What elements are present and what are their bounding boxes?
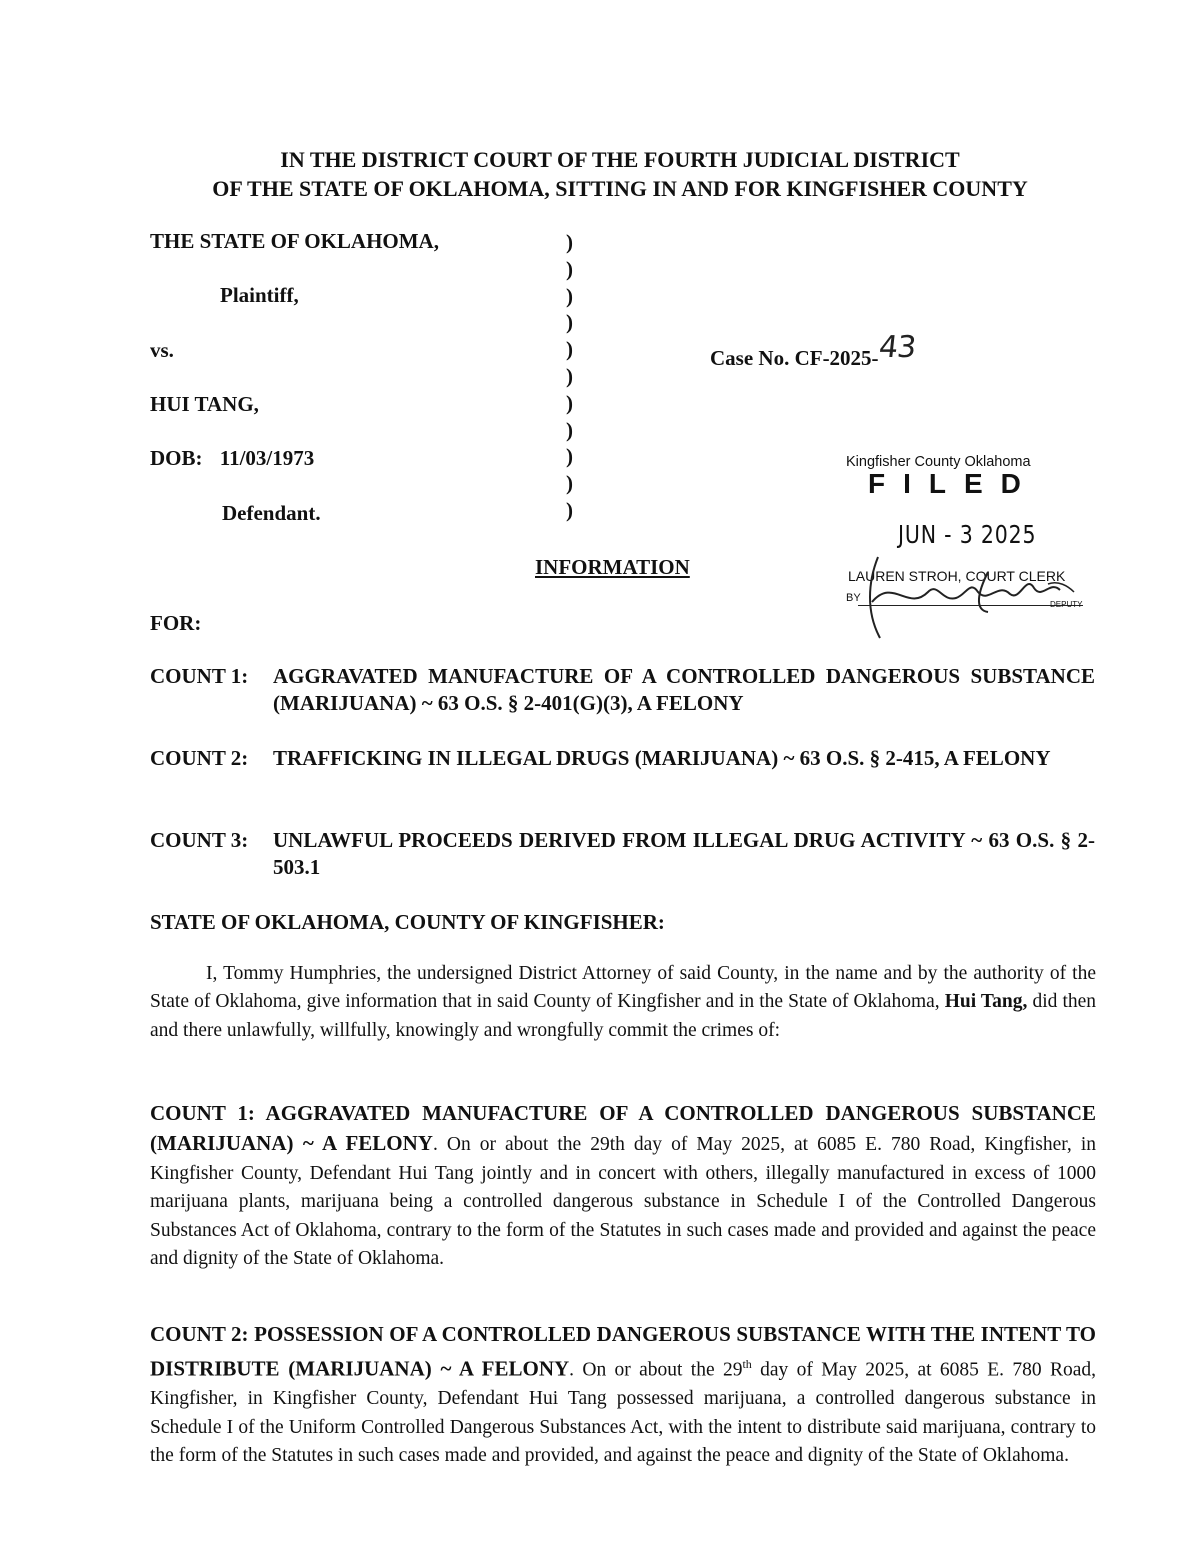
count-summary-2 [150, 745, 1095, 772]
defendant-name: HUI TANG, [150, 392, 259, 416]
signature-scribble [838, 452, 1098, 642]
count-1-body: . On or about the 29th day of May 2025, at 6085 E. 780 Road, Kingfisher, in Kingfisher County, Defendant Hui Tang jointly and in concert with others, illegally manufactured in excess of 1000 marijuana plants, marijuana being a controlled dangerous substance in Schedule I of the Controlled Dangerous Substances Act of Oklahoma, contrary to the form of the Statutes in such cases made and provided and against the peace and dignity of the State of Oklahoma. [150, 1134, 1097, 1270]
stamp-filed: FILED [868, 468, 1039, 499]
stamp-by: BY [846, 592, 861, 604]
paren: ) [566, 337, 573, 362]
stamp-county: Kingfisher County Oklahoma [846, 454, 1031, 470]
plaintiff-label: Plaintiff, [220, 283, 299, 307]
count-2-paragraph [150, 1320, 1096, 1471]
paren: ) [566, 444, 573, 469]
court-header-line-1: IN THE DISTRICT COURT OF THE FOURTH JUDICIAL DISTRICT [280, 147, 960, 172]
count-2-body-2: day of May 2025, at 6085 E. 780 Road, Kingfisher, in Kingfisher County, Defendant Hui Tang possessed marijuana, a controlled dangerous substance in Schedule I of the Uniform Controlled Dangerous Substances Act, with the intent to distribute said marijuana, contrary to the form of the Statutes in such cases made and provided, and against the peace and dignity of the State of Oklahoma. [150, 1359, 1096, 1467]
case-number-label: Case No. CF-2025- [710, 346, 879, 370]
count-summary-text: AGGRAVATED MANUFACTURE OF A CONTROLLED DANGEROUS SUBSTANCE (MARIJUANA) ~ 63 O.S. § 2-401(G)(3), A FELONY [273, 664, 1095, 715]
filed-stamp [838, 452, 1098, 642]
defendant-name-inline: Hui Tang, [944, 991, 1028, 1013]
stamp-date: JUN - 3 2025 [898, 520, 1037, 549]
paren: ) [566, 417, 573, 442]
dob-label: DOB: [150, 446, 203, 470]
dob-row [150, 446, 314, 471]
defendant-label: Defendant. [222, 501, 321, 525]
caption-parentheses [566, 229, 573, 524]
paren: ) [566, 390, 573, 415]
stamp-clerk: LAUREN STROH, COURT CLERK [848, 568, 1066, 584]
dob-value: 11/03/1973 [219, 446, 315, 470]
paren: ) [566, 230, 573, 254]
count-1-heading: COUNT 1: AGGRAVATED MANUFACTURE OF A CONTROLLED DANGEROUS SUBSTANCE (MARIJUANA) ~ A FELONY [150, 1101, 1096, 1156]
stamp-deputy: DEPUTY [1050, 600, 1083, 609]
court-header [150, 145, 1090, 203]
intro-text-2: did then and there unlawfully, willfully, knowingly and wrongfully commit the crimes of: [150, 991, 1097, 1041]
paren: ) [566, 471, 573, 496]
count-summary-text: UNLAWFUL PROCEEDS DERIVED FROM ILLEGAL DRUG ACTIVITY ~ 63 O.S. § 2-503.1 [273, 828, 1095, 879]
case-number-handwritten: 43 [876, 330, 917, 365]
count-2-body-1: . On or about the 29 [569, 1359, 743, 1381]
count-1-paragraph [150, 1099, 1096, 1273]
venue-heading: STATE OF OKLAHOMA, COUNTY OF KINGFISHER: [150, 910, 665, 934]
intro-text-1: I, Tommy Humphries, the undersigned District Attorney of said County, in the name and by the authority of the State of Oklahoma, give information that in said County of Kingfisher and in the State of Oklahoma, [150, 963, 1096, 1013]
count-summary-label: COUNT 2: [150, 746, 249, 770]
count-summary-3 [150, 827, 1095, 881]
count-summary-label: COUNT 1: [150, 664, 249, 688]
count-2-superscript: th [742, 1357, 752, 1372]
paren: ) [566, 256, 573, 281]
count-summary-label: COUNT 3: [150, 828, 249, 852]
count-2-heading: COUNT 2: POSSESSION OF A CONTROLLED DANGEROUS SUBSTANCE WITH THE INTENT TO DISTRIBUTE (MARIJUANA) ~ A FELONY [150, 1322, 1096, 1381]
count-summary-text: TRAFFICKING IN ILLEGAL DRUGS (MARIJUANA) ~ 63 O.S. § 2-415, A FELONY [273, 746, 1051, 770]
count-summary-1 [150, 663, 1095, 717]
document-title: INFORMATION [535, 555, 690, 579]
case-number [710, 330, 917, 373]
paren: ) [566, 497, 573, 522]
court-header-line-2: OF THE STATE OF OKLAHOMA, SITTING IN AND FOR KINGFISHER COUNTY [212, 176, 1028, 201]
paren: ) [566, 363, 573, 388]
paren: ) [566, 310, 573, 335]
versus-label: vs. [150, 338, 174, 362]
intro-paragraph [150, 960, 1096, 1045]
paren: ) [566, 283, 573, 308]
for-label: FOR: [150, 611, 202, 635]
plaintiff-name: THE STATE OF OKLAHOMA, [150, 229, 439, 253]
